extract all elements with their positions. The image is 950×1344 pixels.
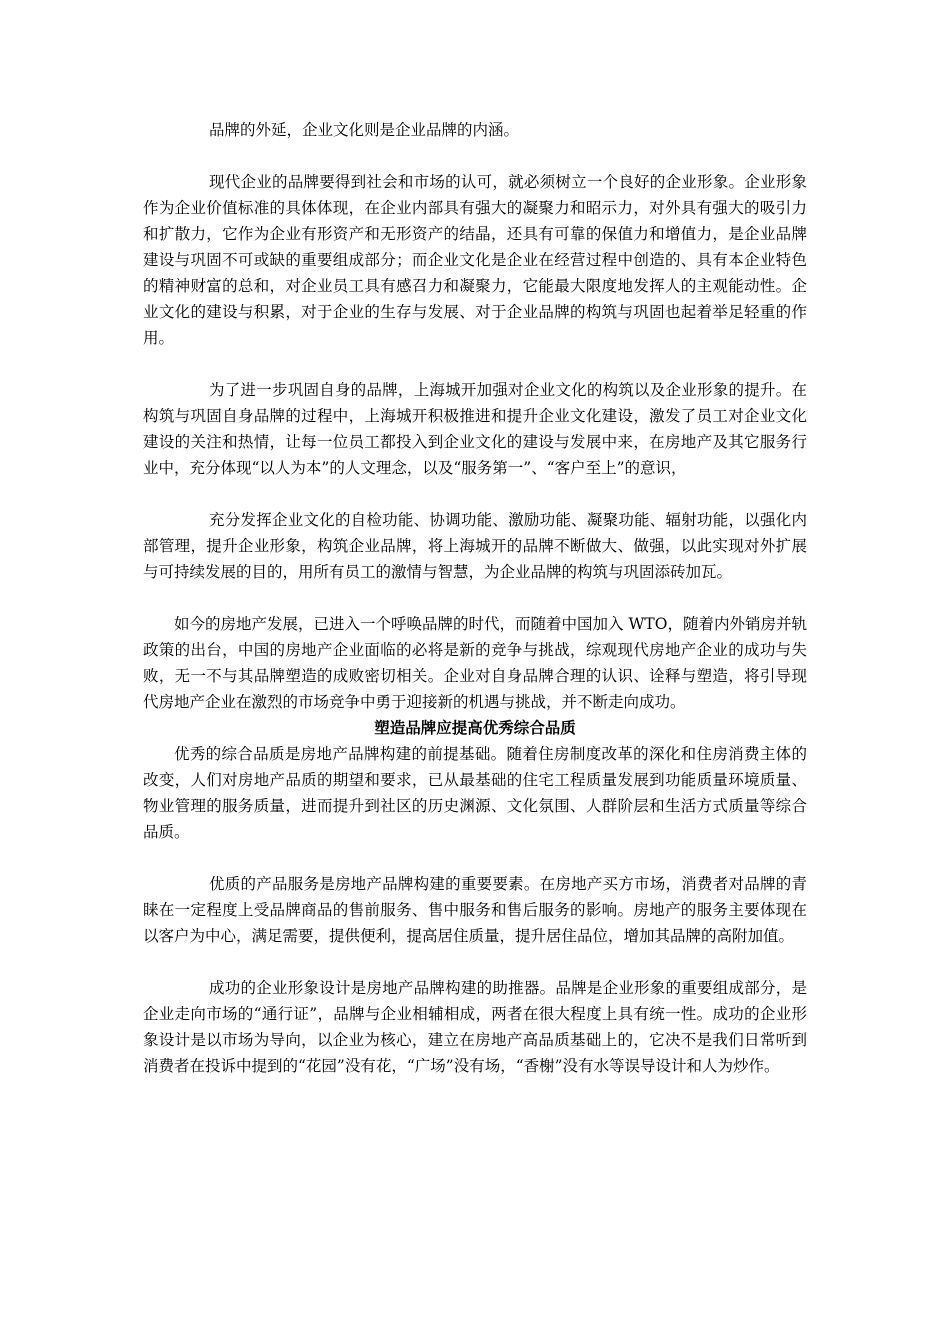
paragraph-corporate-image: 现代企业的品牌要得到社会和市场的认可，就必须树立一个良好的企业形象。企业形象作为企业价值标准的具体体现，在企业内部具有强大的凝聚力和昭示力，对外具有强大的吸引力和扩散力，它作为企业有形资产和无形资产的结晶，还具有可靠的保值力和增值力，是企业品牌建设与巩固不可或缺的重要组成部分；而企业文化是企业在经营过程中创造的、具有本企业特色的精神财富的总和，对企业员工具有感召力和凝聚力，它能最大限度地发挥人的主观能动性。企业文化的建设与积累，对于企业的生存与发展、对于企业品牌的构筑与巩固也起着举足轻重的作用。 bbox=[143, 173, 807, 347]
section-heading: 塑造品牌应提高优秀综合品质 bbox=[374, 718, 576, 737]
document-page bbox=[143, 117, 807, 1079]
paragraph-product-service: 优质的产品服务是房地产品牌构建的重要要素。在房地产买方市场，消费者对品牌的青睐在一定程度上受品牌商品的售前服务、售中服务和售后服务的影响。房地产的服务主要体现在以客户为中心，满足需要，提供便利，提高居住质量，提升居住品位，增加其品牌的高附加值。 bbox=[143, 875, 807, 945]
paragraph-brand-extension: 品牌的外延，企业文化则是企业品牌的内涵。 bbox=[209, 121, 520, 139]
paragraph-comprehensive-quality: 优秀的综合品质是房地产品牌构建的前提基础。随着住房制度改革的深化和住房消费主体的改变，人们对房地产品质的期望和要求，已从最基础的住宅工程质量发展到功能质量环境质量、物业管理的服务质量，进而提升到社区的历史渊源、文化氛围、人群阶层和生活方式质量等综合品质。 bbox=[143, 745, 807, 841]
paragraph-image-design: 成功的企业形象设计是房地产品牌构建的助推器。品牌是企业形象的重要组成部分，是企业走向市场的“通行证”，品牌与企业相辅相成，两者在很大程度上具有统一性。成功的企业形象设计是以市场为导向，以企业为核心，建立在房地产高品质基础上的，它决不是我们日常听到消费者在投诉中提到的“花园”没有花，“广场”没有场，“香榭”没有水等误导设计和人为炒作。 bbox=[143, 979, 807, 1075]
paragraph-real-estate-era: 如今的房地产发展，已进入一个呼唤品牌的时代，而随着中国加入 WTO，随着内外销房并轨政策的出台，中国的房地产企业面临的必将是新的竞争与挑战，综观现代房地产企业的成功与失败，无一不与其品牌塑造的成败密切相关。企业对自身品牌合理的认识、诠释与塑造，将引导现代房地产企业在激烈的市场竞争中勇于迎接新的机遇与挑战，并不断走向成功。 bbox=[143, 615, 807, 711]
paragraph-culture-functions: 充分发挥企业文化的自检功能、协调功能、激励功能、凝聚功能、辐射功能，以强化内部管理，提升企业形象，构筑企业品牌，将上海城开的品牌不断做大、做强，以此实现对外扩展与可持续发展的目的，用所有员工的激情与智慧，为企业品牌的构筑与巩固添砖加瓦。 bbox=[143, 511, 807, 581]
paragraph-consolidate-brand: 为了进一步巩固自身的品牌，上海城开加强对企业文化的构筑以及企业形象的提升。在构筑与巩固自身品牌的过程中，上海城开积极推进和提升企业文化建设，激发了员工对企业文化建设的关注和热情，让每一位员工都投入到企业文化的建设与发展中来，在房地产及其它服务行业中，充分体现“以人为本”的人文理念，以及“服务第一”、“客户至上”的意识， bbox=[143, 381, 807, 477]
